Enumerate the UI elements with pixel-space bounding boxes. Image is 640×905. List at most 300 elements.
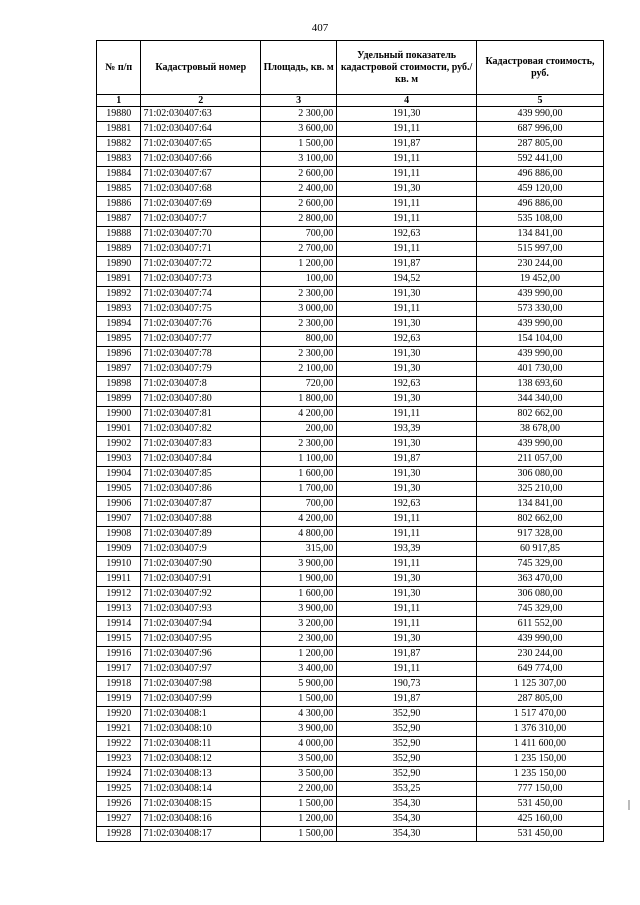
cell-specific-value: 191,11 — [337, 302, 477, 317]
cell-specific-value: 191,11 — [337, 557, 477, 572]
cell-cadastral-number: 71:02:030407:87 — [141, 497, 261, 512]
cell-area: 100,00 — [261, 272, 337, 287]
cell-cadastral-value: 134 841,00 — [476, 497, 603, 512]
cell-specific-value: 194,52 — [337, 272, 477, 287]
table-row — [97, 182, 604, 197]
cell-cadastral-value: 745 329,00 — [476, 602, 603, 617]
cell-cadastral-value: 459 120,00 — [476, 182, 603, 197]
cell-cadastral-number: 71:02:030408:15 — [141, 797, 261, 812]
cell-cadastral-number: 71:02:030408:12 — [141, 752, 261, 767]
cell-row-number: 19904 — [97, 467, 141, 482]
table-row — [97, 752, 604, 767]
cell-area: 700,00 — [261, 497, 337, 512]
cell-row-number: 19911 — [97, 572, 141, 587]
cell-cadastral-value: 306 080,00 — [476, 467, 603, 482]
cell-cadastral-number: 71:02:030407:99 — [141, 692, 261, 707]
column-number: 4 — [337, 95, 477, 107]
cell-area: 2 400,00 — [261, 182, 337, 197]
table-row — [97, 422, 604, 437]
table-row — [97, 272, 604, 287]
table-row — [97, 737, 604, 752]
cell-area: 1 600,00 — [261, 587, 337, 602]
cell-area: 720,00 — [261, 377, 337, 392]
cell-specific-value: 191,30 — [337, 632, 477, 647]
cell-cadastral-number: 71:02:030407:94 — [141, 617, 261, 632]
cell-row-number: 19896 — [97, 347, 141, 362]
cell-cadastral-value: 134 841,00 — [476, 227, 603, 242]
cell-cadastral-number: 71:02:030407:86 — [141, 482, 261, 497]
cell-cadastral-number: 71:02:030407:90 — [141, 557, 261, 572]
cell-area: 5 900,00 — [261, 677, 337, 692]
cell-area: 3 400,00 — [261, 662, 337, 677]
cell-cadastral-value: 515 997,00 — [476, 242, 603, 257]
cell-cadastral-number: 71:02:030407:88 — [141, 512, 261, 527]
cell-row-number: 19907 — [97, 512, 141, 527]
cell-area: 2 300,00 — [261, 317, 337, 332]
cell-row-number: 19913 — [97, 602, 141, 617]
cell-row-number: 19898 — [97, 377, 141, 392]
cell-row-number: 19920 — [97, 707, 141, 722]
table-row — [97, 827, 604, 842]
cell-specific-value: 191,30 — [337, 587, 477, 602]
cell-cadastral-number: 71:02:030408:14 — [141, 782, 261, 797]
cell-cadastral-value: 306 080,00 — [476, 587, 603, 602]
cell-area: 2 600,00 — [261, 167, 337, 182]
cell-cadastral-value: 425 160,00 — [476, 812, 603, 827]
table-row — [97, 662, 604, 677]
cell-cadastral-value: 325 210,00 — [476, 482, 603, 497]
cell-specific-value: 191,87 — [337, 647, 477, 662]
cell-cadastral-number: 71:02:030407:77 — [141, 332, 261, 347]
table-row — [97, 392, 604, 407]
cell-row-number: 19900 — [97, 407, 141, 422]
table-row — [97, 242, 604, 257]
cell-cadastral-number: 71:02:030407:91 — [141, 572, 261, 587]
cell-specific-value: 191,30 — [337, 362, 477, 377]
cell-cadastral-value: 1 235 150,00 — [476, 752, 603, 767]
cell-specific-value: 191,30 — [337, 572, 477, 587]
cell-area: 4 300,00 — [261, 707, 337, 722]
cell-row-number: 19924 — [97, 767, 141, 782]
cell-specific-value: 191,87 — [337, 257, 477, 272]
cell-cadastral-number: 71:02:030407:92 — [141, 587, 261, 602]
table-row — [97, 122, 604, 137]
cell-area: 3 500,00 — [261, 752, 337, 767]
cell-cadastral-number: 71:02:030407:64 — [141, 122, 261, 137]
cell-cadastral-value: 531 450,00 — [476, 797, 603, 812]
cell-specific-value: 191,30 — [337, 317, 477, 332]
cell-row-number: 19882 — [97, 137, 141, 152]
cell-row-number: 19891 — [97, 272, 141, 287]
cell-cadastral-number: 71:02:030408:10 — [141, 722, 261, 737]
cell-area: 315,00 — [261, 542, 337, 557]
cell-cadastral-value: 1 376 310,00 — [476, 722, 603, 737]
header-cadastral-number: Кадастровый номер — [141, 41, 261, 95]
cell-specific-value: 352,90 — [337, 737, 477, 752]
cell-area: 2 100,00 — [261, 362, 337, 377]
cell-cadastral-value: 531 450,00 — [476, 827, 603, 842]
cell-cadastral-number: 71:02:030407:98 — [141, 677, 261, 692]
table-row — [97, 287, 604, 302]
cell-area: 2 300,00 — [261, 632, 337, 647]
cell-row-number: 19903 — [97, 452, 141, 467]
cell-cadastral-number: 71:02:030407:9 — [141, 542, 261, 557]
cell-area: 3 900,00 — [261, 722, 337, 737]
cell-row-number: 19893 — [97, 302, 141, 317]
cell-area: 2 300,00 — [261, 107, 337, 122]
cell-row-number: 19899 — [97, 392, 141, 407]
table-row — [97, 107, 604, 122]
table-row — [97, 617, 604, 632]
cell-specific-value: 190,73 — [337, 677, 477, 692]
table-header-row — [97, 41, 604, 95]
cell-cadastral-number: 71:02:030407:96 — [141, 647, 261, 662]
cell-specific-value: 191,87 — [337, 137, 477, 152]
cell-specific-value: 352,90 — [337, 722, 477, 737]
table-row — [97, 347, 604, 362]
cell-row-number: 19886 — [97, 197, 141, 212]
cell-area: 1 200,00 — [261, 812, 337, 827]
cell-specific-value: 191,11 — [337, 527, 477, 542]
cell-row-number: 19906 — [97, 497, 141, 512]
cell-row-number: 19918 — [97, 677, 141, 692]
cell-row-number: 19921 — [97, 722, 141, 737]
cell-cadastral-value: 230 244,00 — [476, 257, 603, 272]
cell-specific-value: 354,30 — [337, 827, 477, 842]
table-row — [97, 527, 604, 542]
cell-row-number: 19884 — [97, 167, 141, 182]
table-row — [97, 152, 604, 167]
table-row — [97, 137, 604, 152]
cell-row-number: 19915 — [97, 632, 141, 647]
cell-row-number: 19916 — [97, 647, 141, 662]
cell-row-number: 19926 — [97, 797, 141, 812]
table-row — [97, 212, 604, 227]
cell-row-number: 19925 — [97, 782, 141, 797]
header-area: Площадь, кв. м — [261, 41, 337, 95]
cell-specific-value: 191,30 — [337, 467, 477, 482]
cell-area: 2 300,00 — [261, 437, 337, 452]
cell-specific-value: 191,11 — [337, 167, 477, 182]
column-numbers-row — [97, 95, 604, 107]
cell-cadastral-number: 71:02:030407:85 — [141, 467, 261, 482]
table-row — [97, 797, 604, 812]
cell-cadastral-value: 138 693,60 — [476, 377, 603, 392]
cell-row-number: 19897 — [97, 362, 141, 377]
cell-row-number: 19880 — [97, 107, 141, 122]
cell-cadastral-number: 71:02:030408:16 — [141, 812, 261, 827]
cell-specific-value: 191,11 — [337, 212, 477, 227]
cell-row-number: 19910 — [97, 557, 141, 572]
cell-cadastral-number: 71:02:030408:13 — [141, 767, 261, 782]
table-row — [97, 332, 604, 347]
cell-cadastral-value: 802 662,00 — [476, 512, 603, 527]
cell-cadastral-number: 71:02:030407:67 — [141, 167, 261, 182]
cell-area: 1 500,00 — [261, 137, 337, 152]
table-row — [97, 302, 604, 317]
cell-cadastral-value: 38 678,00 — [476, 422, 603, 437]
cell-specific-value: 352,90 — [337, 767, 477, 782]
header-specific-value: Удельный показатель кадастровой стоимости, руб./кв. м — [337, 41, 477, 95]
cell-area: 2 800,00 — [261, 212, 337, 227]
cell-specific-value: 191,11 — [337, 602, 477, 617]
table-row — [97, 407, 604, 422]
table-row — [97, 452, 604, 467]
cell-cadastral-value: 344 340,00 — [476, 392, 603, 407]
cell-cadastral-value: 1 235 150,00 — [476, 767, 603, 782]
table-row — [97, 512, 604, 527]
table-row — [97, 227, 604, 242]
cell-specific-value: 354,30 — [337, 797, 477, 812]
cell-specific-value: 353,25 — [337, 782, 477, 797]
cell-row-number: 19901 — [97, 422, 141, 437]
cell-cadastral-number: 71:02:030408:17 — [141, 827, 261, 842]
page-number: 407 — [311, 22, 329, 34]
cell-cadastral-number: 71:02:030407:93 — [141, 602, 261, 617]
cell-specific-value: 193,39 — [337, 422, 477, 437]
cell-specific-value: 354,30 — [337, 812, 477, 827]
cell-row-number: 19902 — [97, 437, 141, 452]
table-row — [97, 572, 604, 587]
table-row — [97, 167, 604, 182]
cell-area: 1 100,00 — [261, 452, 337, 467]
cell-cadastral-number: 71:02:030407:74 — [141, 287, 261, 302]
header-cadastral-value: Кадастровая стоимость, руб. — [476, 41, 603, 95]
cell-cadastral-number: 71:02:030407:8 — [141, 377, 261, 392]
cell-cadastral-value: 535 108,00 — [476, 212, 603, 227]
cell-area: 3 100,00 — [261, 152, 337, 167]
cell-cadastral-value: 649 774,00 — [476, 662, 603, 677]
cell-cadastral-number: 71:02:030407:63 — [141, 107, 261, 122]
cell-area: 1 600,00 — [261, 467, 337, 482]
table-row — [97, 707, 604, 722]
cell-cadastral-value: 802 662,00 — [476, 407, 603, 422]
cell-cadastral-number: 71:02:030407:69 — [141, 197, 261, 212]
cell-specific-value: 191,11 — [337, 152, 477, 167]
cell-row-number: 19908 — [97, 527, 141, 542]
table-row — [97, 632, 604, 647]
cell-area: 1 200,00 — [261, 257, 337, 272]
cell-specific-value: 191,30 — [337, 437, 477, 452]
cell-cadastral-value: 439 990,00 — [476, 437, 603, 452]
cell-cadastral-value: 230 244,00 — [476, 647, 603, 662]
cell-area: 1 500,00 — [261, 827, 337, 842]
cell-cadastral-value: 60 917,85 — [476, 542, 603, 557]
cell-row-number: 19923 — [97, 752, 141, 767]
table-body — [97, 107, 604, 842]
cell-row-number: 19905 — [97, 482, 141, 497]
table-row — [97, 467, 604, 482]
cell-specific-value: 352,90 — [337, 707, 477, 722]
cell-cadastral-value: 592 441,00 — [476, 152, 603, 167]
cell-area: 4 200,00 — [261, 407, 337, 422]
table-row — [97, 437, 604, 452]
cell-specific-value: 191,11 — [337, 407, 477, 422]
cell-specific-value: 191,11 — [337, 617, 477, 632]
cell-cadastral-number: 71:02:030407:82 — [141, 422, 261, 437]
cell-specific-value: 191,30 — [337, 287, 477, 302]
table-row — [97, 557, 604, 572]
table-row — [97, 647, 604, 662]
table-row — [97, 542, 604, 557]
cell-area: 200,00 — [261, 422, 337, 437]
column-number: 2 — [141, 95, 261, 107]
cell-area: 3 900,00 — [261, 557, 337, 572]
cell-cadastral-value: 1 125 307,00 — [476, 677, 603, 692]
cell-area: 700,00 — [261, 227, 337, 242]
cell-specific-value: 191,30 — [337, 392, 477, 407]
table-row — [97, 602, 604, 617]
table-row — [97, 677, 604, 692]
cell-cadastral-value: 19 452,00 — [476, 272, 603, 287]
cell-area: 2 200,00 — [261, 782, 337, 797]
cell-area: 3 000,00 — [261, 302, 337, 317]
cell-specific-value: 191,30 — [337, 347, 477, 362]
cell-row-number: 19912 — [97, 587, 141, 602]
cell-row-number: 19919 — [97, 692, 141, 707]
cell-cadastral-number: 71:02:030407:65 — [141, 137, 261, 152]
cell-cadastral-value: 439 990,00 — [476, 107, 603, 122]
cell-row-number: 19888 — [97, 227, 141, 242]
cell-cadastral-value: 611 552,00 — [476, 617, 603, 632]
cell-area: 2 300,00 — [261, 347, 337, 362]
cell-cadastral-number: 71:02:030407:84 — [141, 452, 261, 467]
column-number: 1 — [97, 95, 141, 107]
cell-specific-value: 191,11 — [337, 122, 477, 137]
cell-area: 1 500,00 — [261, 797, 337, 812]
cell-cadastral-number: 71:02:030407:79 — [141, 362, 261, 377]
table-row — [97, 317, 604, 332]
cell-row-number: 19892 — [97, 287, 141, 302]
cell-area: 1 500,00 — [261, 692, 337, 707]
cell-specific-value: 192,63 — [337, 497, 477, 512]
cell-cadastral-number: 71:02:030407:95 — [141, 632, 261, 647]
cell-cadastral-number: 71:02:030407:81 — [141, 407, 261, 422]
cell-area: 3 200,00 — [261, 617, 337, 632]
cell-area: 2 600,00 — [261, 197, 337, 212]
table-row — [97, 587, 604, 602]
table-row — [97, 782, 604, 797]
cell-area: 2 700,00 — [261, 242, 337, 257]
cell-cadastral-number: 71:02:030407:76 — [141, 317, 261, 332]
cell-row-number: 19885 — [97, 182, 141, 197]
cell-area: 3 600,00 — [261, 122, 337, 137]
cell-cadastral-number: 71:02:030407:80 — [141, 392, 261, 407]
cell-specific-value: 192,63 — [337, 332, 477, 347]
table-row — [97, 362, 604, 377]
cell-cadastral-value: 745 329,00 — [476, 557, 603, 572]
cell-area: 4 200,00 — [261, 512, 337, 527]
cell-cadastral-value: 363 470,00 — [476, 572, 603, 587]
cell-row-number: 19914 — [97, 617, 141, 632]
cell-specific-value: 191,87 — [337, 692, 477, 707]
cell-area: 3 500,00 — [261, 767, 337, 782]
cell-cadastral-value: 439 990,00 — [476, 317, 603, 332]
cell-row-number: 19887 — [97, 212, 141, 227]
table-row — [97, 257, 604, 272]
cell-specific-value: 352,90 — [337, 752, 477, 767]
cell-cadastral-value: 917 328,00 — [476, 527, 603, 542]
cell-cadastral-value: 777 150,00 — [476, 782, 603, 797]
cell-area: 1 200,00 — [261, 647, 337, 662]
cell-specific-value: 192,63 — [337, 377, 477, 392]
cell-cadastral-value: 687 996,00 — [476, 122, 603, 137]
cell-area: 800,00 — [261, 332, 337, 347]
cell-cadastral-value: 401 730,00 — [476, 362, 603, 377]
cell-area: 4 800,00 — [261, 527, 337, 542]
header-row-number: № п/п — [97, 41, 141, 95]
cell-row-number: 19890 — [97, 257, 141, 272]
cell-row-number: 19889 — [97, 242, 141, 257]
table-row — [97, 482, 604, 497]
cell-cadastral-number: 71:02:030407:89 — [141, 527, 261, 542]
cell-cadastral-value: 1 411 600,00 — [476, 737, 603, 752]
column-number: 5 — [476, 95, 603, 107]
cell-row-number: 19927 — [97, 812, 141, 827]
table-row — [97, 197, 604, 212]
cell-area: 1 700,00 — [261, 482, 337, 497]
cell-cadastral-number: 71:02:030408:1 — [141, 707, 261, 722]
cell-specific-value: 193,39 — [337, 542, 477, 557]
cell-cadastral-number: 71:02:030407:66 — [141, 152, 261, 167]
cell-row-number: 19881 — [97, 122, 141, 137]
cell-cadastral-number: 71:02:030407:97 — [141, 662, 261, 677]
cell-cadastral-number: 71:02:030407:83 — [141, 437, 261, 452]
cell-cadastral-number: 71:02:030407:68 — [141, 182, 261, 197]
cell-area: 2 300,00 — [261, 287, 337, 302]
cell-specific-value: 191,30 — [337, 482, 477, 497]
cell-row-number: 19894 — [97, 317, 141, 332]
cell-area: 4 000,00 — [261, 737, 337, 752]
cell-area: 1 800,00 — [261, 392, 337, 407]
cell-row-number: 19928 — [97, 827, 141, 842]
cell-cadastral-number: 71:02:030407:75 — [141, 302, 261, 317]
cell-cadastral-value: 439 990,00 — [476, 632, 603, 647]
cell-cadastral-value: 496 886,00 — [476, 197, 603, 212]
cell-cadastral-value: 287 805,00 — [476, 137, 603, 152]
cell-row-number: 19917 — [97, 662, 141, 677]
cell-specific-value: 191,30 — [337, 107, 477, 122]
cell-area: 1 900,00 — [261, 572, 337, 587]
table-row — [97, 692, 604, 707]
cell-row-number: 19922 — [97, 737, 141, 752]
cell-cadastral-value: 439 990,00 — [476, 347, 603, 362]
cell-specific-value: 191,87 — [337, 452, 477, 467]
cell-cadastral-number: 71:02:030408:11 — [141, 737, 261, 752]
cell-cadastral-value: 1 517 470,00 — [476, 707, 603, 722]
cell-cadastral-number: 71:02:030407:72 — [141, 257, 261, 272]
cell-cadastral-value: 287 805,00 — [476, 692, 603, 707]
cell-cadastral-number: 71:02:030407:78 — [141, 347, 261, 362]
cell-specific-value: 191,11 — [337, 512, 477, 527]
cell-area: 3 900,00 — [261, 602, 337, 617]
cell-specific-value: 191,11 — [337, 242, 477, 257]
cell-row-number: 19883 — [97, 152, 141, 167]
cell-cadastral-value: 154 104,00 — [476, 332, 603, 347]
table-row — [97, 497, 604, 512]
table-row — [97, 722, 604, 737]
cell-cadastral-number: 71:02:030407:73 — [141, 272, 261, 287]
scan-artifact — [628, 800, 630, 810]
table-row — [97, 767, 604, 782]
cell-specific-value: 191,30 — [337, 182, 477, 197]
cell-row-number: 19909 — [97, 542, 141, 557]
column-number: 3 — [261, 95, 337, 107]
cell-cadastral-value: 573 330,00 — [476, 302, 603, 317]
table-row — [97, 377, 604, 392]
cell-specific-value: 191,11 — [337, 662, 477, 677]
cell-cadastral-number: 71:02:030407:70 — [141, 227, 261, 242]
